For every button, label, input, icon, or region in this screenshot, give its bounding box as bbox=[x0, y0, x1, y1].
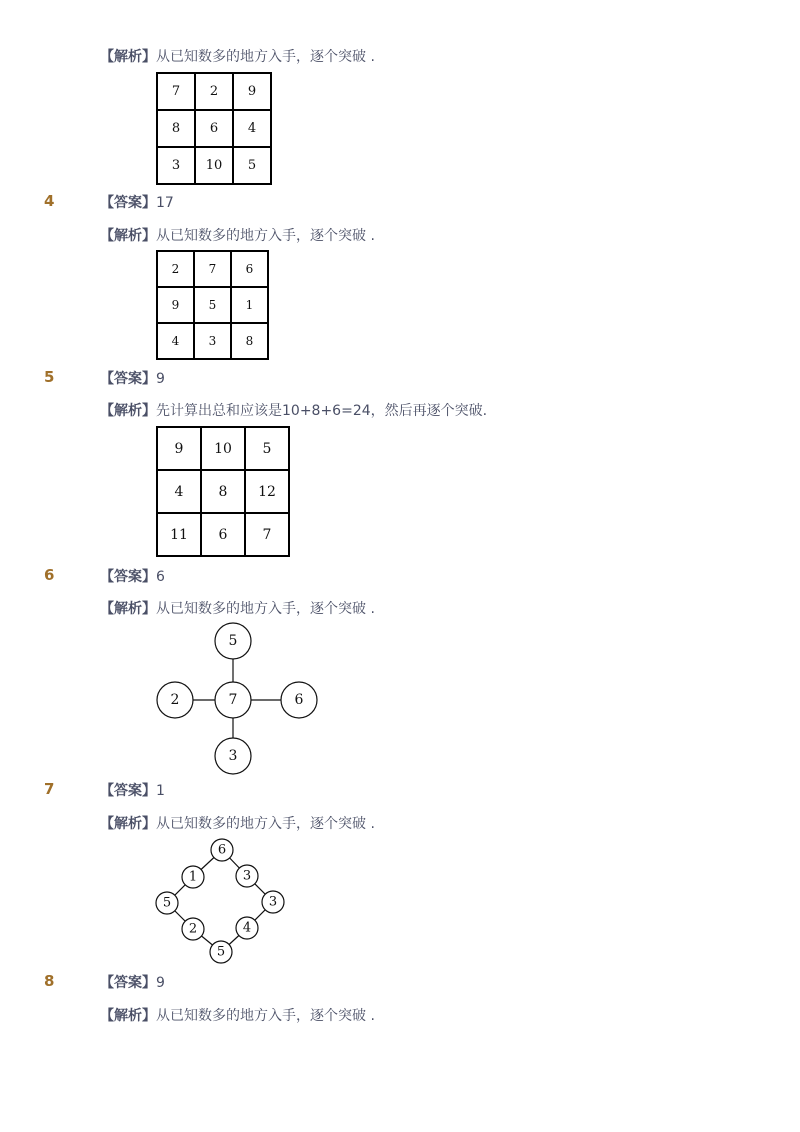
grid-cell: 6 bbox=[231, 251, 268, 287]
analysis-text: 从已知数多的地方入手，逐个突破 . bbox=[156, 49, 375, 65]
node-value: 3 bbox=[268, 894, 278, 910]
analysis-line bbox=[100, 225, 375, 245]
grid-cell: 8 bbox=[201, 470, 245, 513]
grid-cell: 10 bbox=[195, 147, 233, 184]
analysis-label: 【解析】 bbox=[100, 601, 156, 617]
node-value: 3 bbox=[228, 748, 238, 764]
answer-line bbox=[100, 192, 174, 212]
number-grid-q4 bbox=[156, 250, 269, 360]
grid-cell: 1 bbox=[231, 287, 268, 323]
answer-line bbox=[100, 368, 165, 388]
grid-cell: 2 bbox=[157, 251, 194, 287]
analysis-text: 从已知数多的地方入手，逐个突破 . bbox=[156, 1008, 375, 1024]
node-value: 5 bbox=[228, 633, 238, 649]
grid-cell: 9 bbox=[157, 287, 194, 323]
answer-value: 9 bbox=[156, 975, 165, 991]
analysis-text: 从已知数多的地方入手，逐个突破 . bbox=[156, 228, 375, 244]
grid-cell: 7 bbox=[157, 73, 195, 110]
grid-cell: 8 bbox=[157, 110, 195, 147]
grid-cell: 8 bbox=[231, 323, 268, 359]
answer-value: 1 bbox=[156, 783, 165, 799]
grid-cell: 5 bbox=[194, 287, 231, 323]
node-value: 3 bbox=[242, 868, 252, 884]
analysis-text: 先计算出总和应该是10+8+6=24，然后再逐个突破. bbox=[156, 403, 488, 419]
node-value: 7 bbox=[228, 692, 238, 708]
grid-cell: 5 bbox=[233, 147, 271, 184]
question-number: 8 bbox=[44, 972, 55, 990]
number-grid-q5 bbox=[156, 426, 290, 557]
answer-label: 【答案】 bbox=[100, 569, 156, 585]
node-value: 2 bbox=[170, 692, 180, 708]
grid-cell: 12 bbox=[245, 470, 289, 513]
question-number: 4 bbox=[44, 192, 55, 210]
analysis-label: 【解析】 bbox=[100, 403, 156, 419]
grid-cell: 4 bbox=[233, 110, 271, 147]
analysis-label: 【解析】 bbox=[100, 1008, 156, 1024]
grid-cell: 11 bbox=[157, 513, 201, 556]
grid-cell: 2 bbox=[195, 73, 233, 110]
answer-label: 【答案】 bbox=[100, 783, 156, 799]
grid-cell: 9 bbox=[233, 73, 271, 110]
grid-cell: 6 bbox=[195, 110, 233, 147]
answer-label: 【答案】 bbox=[100, 195, 156, 211]
answer-value: 17 bbox=[156, 195, 174, 211]
answer-label: 【答案】 bbox=[100, 975, 156, 991]
number-grid-top bbox=[156, 72, 272, 185]
grid-cell: 4 bbox=[157, 470, 201, 513]
analysis-line-top bbox=[100, 46, 375, 66]
node-value: 5 bbox=[162, 895, 172, 911]
analysis-line bbox=[100, 1005, 375, 1025]
answer-label: 【答案】 bbox=[100, 371, 156, 387]
node-value: 5 bbox=[216, 944, 226, 960]
analysis-label: 【解析】 bbox=[100, 816, 156, 832]
answer-line bbox=[100, 566, 165, 586]
analysis-line bbox=[100, 813, 375, 833]
node-value: 6 bbox=[217, 842, 227, 858]
question-number: 6 bbox=[44, 566, 55, 584]
analysis-line bbox=[100, 400, 487, 420]
answer-line bbox=[100, 780, 165, 800]
grid-cell: 7 bbox=[245, 513, 289, 556]
cross-diagram bbox=[150, 620, 330, 780]
analysis-text: 从已知数多的地方入手，逐个突破 . bbox=[156, 601, 375, 617]
grid-cell: 9 bbox=[157, 427, 201, 470]
grid-cell: 4 bbox=[157, 323, 194, 359]
grid-cell: 5 bbox=[245, 427, 289, 470]
node-value: 2 bbox=[188, 921, 198, 937]
answer-value: 9 bbox=[156, 371, 165, 387]
node-value: 4 bbox=[242, 920, 252, 936]
grid-cell: 10 bbox=[201, 427, 245, 470]
node-value: 6 bbox=[294, 692, 304, 708]
node-value: 1 bbox=[188, 869, 198, 885]
answer-line bbox=[100, 972, 165, 992]
ring-diagram bbox=[150, 836, 290, 966]
question-number: 7 bbox=[44, 780, 55, 798]
analysis-text: 从已知数多的地方入手，逐个突破 . bbox=[156, 816, 375, 832]
question-number: 5 bbox=[44, 368, 55, 386]
analysis-label: 【解析】 bbox=[100, 49, 156, 65]
analysis-label: 【解析】 bbox=[100, 228, 156, 244]
grid-cell: 6 bbox=[201, 513, 245, 556]
analysis-line bbox=[100, 598, 375, 618]
grid-cell: 7 bbox=[194, 251, 231, 287]
grid-cell: 3 bbox=[194, 323, 231, 359]
answer-value: 6 bbox=[156, 569, 165, 585]
grid-cell: 3 bbox=[157, 147, 195, 184]
